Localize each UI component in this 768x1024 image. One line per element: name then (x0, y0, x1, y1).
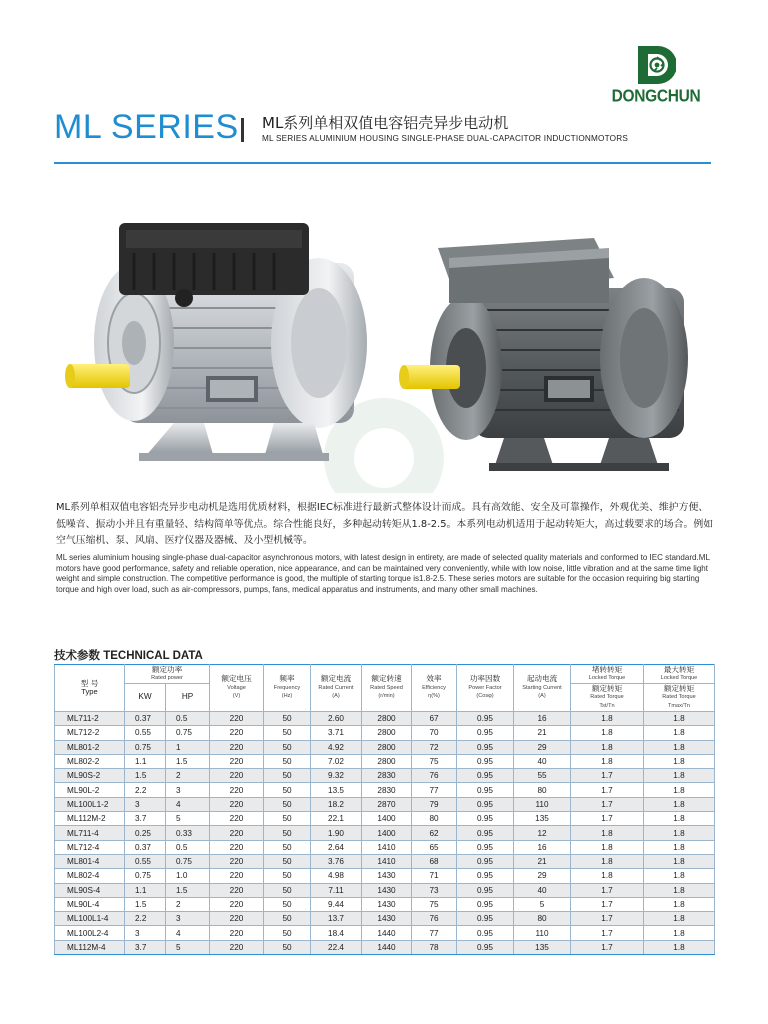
cell-model: ML711-4 (55, 826, 125, 840)
title-english: ML SERIES ALUMINIUM HOUSING SINGLE-PHASE DUAL-CAPACITOR INDUCTIONMOTORS (262, 134, 629, 143)
cell-current: 3.76 (311, 854, 362, 868)
cell-efficiency: 77 (412, 926, 457, 940)
cell-frequency: 50 (264, 797, 311, 811)
header-rated-current: 额定电流 Rated Current (A) (311, 665, 362, 712)
cell-max-torque: 1.8 (644, 769, 715, 783)
cell-hp: 5 (166, 940, 210, 954)
cell-starting-current: 29 (514, 740, 571, 754)
header-kw: KW (125, 684, 166, 712)
cell-current: 4.98 (311, 869, 362, 883)
cell-speed: 1410 (362, 840, 412, 854)
cell-kw: 3.7 (125, 812, 166, 826)
cell-speed: 1440 (362, 926, 412, 940)
title-chinese: ML系列单相双值电容铝壳异步电动机 (262, 114, 509, 132)
cell-voltage: 220 (210, 726, 264, 740)
cell-max-torque: 1.8 (644, 740, 715, 754)
cell-current: 7.11 (311, 883, 362, 897)
cell-hp: 0.75 (166, 854, 210, 868)
cell-power-factor: 0.95 (457, 712, 514, 726)
cell-speed: 2800 (362, 740, 412, 754)
cell-kw: 3 (125, 926, 166, 940)
cell-locked-torque: 1.8 (571, 869, 644, 883)
cell-frequency: 50 (264, 754, 311, 768)
cell-model: ML100L1-2 (55, 797, 125, 811)
cell-voltage: 220 (210, 869, 264, 883)
cell-kw: 2.2 (125, 912, 166, 926)
cell-model: ML802-4 (55, 869, 125, 883)
cell-efficiency: 72 (412, 740, 457, 754)
cell-starting-current: 16 (514, 712, 571, 726)
cell-voltage: 220 (210, 926, 264, 940)
table-row (55, 854, 715, 868)
cell-kw: 1.1 (125, 883, 166, 897)
cell-efficiency: 76 (412, 912, 457, 926)
cell-voltage: 220 (210, 840, 264, 854)
cell-max-torque: 1.8 (644, 940, 715, 954)
cell-power-factor: 0.95 (457, 783, 514, 797)
cell-max-torque: 1.8 (644, 883, 715, 897)
cell-locked-torque: 1.7 (571, 797, 644, 811)
series-title: ML SERIES (54, 108, 239, 146)
cell-starting-current: 12 (514, 826, 571, 840)
cell-kw: 0.75 (125, 740, 166, 754)
cell-locked-torque: 1.7 (571, 940, 644, 954)
cell-starting-current: 80 (514, 912, 571, 926)
table-row (55, 883, 715, 897)
cell-locked-torque: 1.8 (571, 840, 644, 854)
cell-kw: 0.37 (125, 712, 166, 726)
cell-kw: 3 (125, 797, 166, 811)
cell-frequency: 50 (264, 912, 311, 926)
cell-efficiency: 76 (412, 769, 457, 783)
cell-speed: 2800 (362, 712, 412, 726)
cell-max-torque: 1.8 (644, 797, 715, 811)
cell-model: ML100L2-4 (55, 926, 125, 940)
cell-model: ML112M-2 (55, 812, 125, 826)
header-power-factor: 功率因数 Power Factor (Cosφ) (457, 665, 514, 712)
cell-hp: 1 (166, 740, 210, 754)
grey-motor-image (399, 238, 688, 471)
cell-max-torque: 1.8 (644, 926, 715, 940)
cell-frequency: 50 (264, 940, 311, 954)
cell-hp: 2 (166, 769, 210, 783)
cell-current: 9.44 (311, 897, 362, 911)
motor-photos (54, 168, 711, 493)
header-efficiency: 效率 Efficiency η(%) (412, 665, 457, 712)
header-rated-torque-tst: 额定转矩 Rated Torque Tst/Tn (571, 684, 644, 712)
cell-starting-current: 21 (514, 726, 571, 740)
cell-speed: 1400 (362, 826, 412, 840)
cell-frequency: 50 (264, 726, 311, 740)
cell-frequency: 50 (264, 826, 311, 840)
table-row (55, 840, 715, 854)
cell-max-torque: 1.8 (644, 754, 715, 768)
cell-voltage: 220 (210, 754, 264, 768)
cell-voltage: 220 (210, 854, 264, 868)
cell-current: 22.4 (311, 940, 362, 954)
cell-frequency: 50 (264, 783, 311, 797)
header-rated-power: 额定功率 Rated power (125, 665, 210, 684)
cell-efficiency: 73 (412, 883, 457, 897)
description-chinese: ML系列单相双值电容铝壳异步电动机是选用优质材料，根据IEC标准进行最新式整体设计而成。具有高效能、安全及可靠操作，外观优美、维护方便、低噪音、振动小并且有重量轻、结构简单等优点。综合性能良好，多种起动转矩从1.8-2.5。本系列电动机适用于起动转矩大，高过载要求的场合。例如空气压缩机、泵、风扇、医疗仪器及器械、及小型机械等。 (56, 502, 714, 546)
cell-speed: 1430 (362, 883, 412, 897)
cell-power-factor: 0.95 (457, 726, 514, 740)
cell-efficiency: 62 (412, 826, 457, 840)
cell-locked-torque: 1.7 (571, 812, 644, 826)
cell-efficiency: 70 (412, 726, 457, 740)
cell-power-factor: 0.95 (457, 769, 514, 783)
cell-starting-current: 40 (514, 754, 571, 768)
table-row (55, 926, 715, 940)
cell-voltage: 220 (210, 812, 264, 826)
cell-model: ML90L-4 (55, 897, 125, 911)
cell-current: 18.2 (311, 797, 362, 811)
table-row (55, 869, 715, 883)
cell-hp: 3 (166, 783, 210, 797)
table-row (55, 740, 715, 754)
cell-hp: 3 (166, 912, 210, 926)
cell-model: ML801-4 (55, 854, 125, 868)
header-max-torque: 最大转矩 Locked Torque (644, 665, 715, 684)
cell-current: 13.7 (311, 912, 362, 926)
cell-power-factor: 0.95 (457, 854, 514, 868)
cell-locked-torque: 1.7 (571, 883, 644, 897)
table-row (55, 754, 715, 768)
header-locked-torque: 堵转转矩 Locked Torque (571, 665, 644, 684)
cell-max-torque: 1.8 (644, 783, 715, 797)
cell-starting-current: 40 (514, 883, 571, 897)
cell-current: 9.32 (311, 769, 362, 783)
cell-efficiency: 75 (412, 754, 457, 768)
cell-voltage: 220 (210, 740, 264, 754)
cell-hp: 4 (166, 926, 210, 940)
cell-speed: 2870 (362, 797, 412, 811)
cell-locked-torque: 1.8 (571, 712, 644, 726)
cell-kw: 1.1 (125, 754, 166, 768)
cell-max-torque: 1.8 (644, 854, 715, 868)
cell-speed: 1430 (362, 869, 412, 883)
table-row (55, 897, 715, 911)
cell-max-torque: 1.8 (644, 826, 715, 840)
cell-starting-current: 80 (514, 783, 571, 797)
cell-model: ML90S-4 (55, 883, 125, 897)
cell-power-factor: 0.95 (457, 912, 514, 926)
cell-power-factor: 0.95 (457, 869, 514, 883)
cell-model: ML712-2 (55, 726, 125, 740)
cell-speed: 1410 (362, 854, 412, 868)
cell-frequency: 50 (264, 812, 311, 826)
cell-model: ML802-2 (55, 754, 125, 768)
header-type: 型 号 Type (55, 665, 125, 712)
cell-power-factor: 0.95 (457, 797, 514, 811)
cell-kw: 0.25 (125, 826, 166, 840)
cell-current: 3.71 (311, 726, 362, 740)
cell-efficiency: 75 (412, 897, 457, 911)
cell-voltage: 220 (210, 797, 264, 811)
header-rule (54, 162, 711, 164)
header-frequency: 频率 Frequency (Hz) (264, 665, 311, 712)
cell-speed: 2800 (362, 754, 412, 768)
cell-hp: 0.75 (166, 726, 210, 740)
cell-power-factor: 0.95 (457, 826, 514, 840)
cell-power-factor: 0.95 (457, 754, 514, 768)
cell-current: 13.5 (311, 783, 362, 797)
cell-power-factor: 0.95 (457, 940, 514, 954)
cell-locked-torque: 1.8 (571, 740, 644, 754)
cell-starting-current: 16 (514, 840, 571, 854)
cell-starting-current: 29 (514, 869, 571, 883)
cell-speed: 1430 (362, 912, 412, 926)
cell-kw: 0.55 (125, 854, 166, 868)
table-row (55, 783, 715, 797)
cell-efficiency: 78 (412, 940, 457, 954)
cell-speed: 2800 (362, 726, 412, 740)
table-row (55, 797, 715, 811)
cell-hp: 0.5 (166, 712, 210, 726)
cell-efficiency: 77 (412, 783, 457, 797)
cell-power-factor: 0.95 (457, 897, 514, 911)
cell-kw: 0.75 (125, 869, 166, 883)
cell-hp: 1.5 (166, 754, 210, 768)
cell-speed: 1440 (362, 940, 412, 954)
cell-voltage: 220 (210, 883, 264, 897)
cell-max-torque: 1.8 (644, 912, 715, 926)
cell-locked-torque: 1.7 (571, 897, 644, 911)
cell-starting-current: 5 (514, 897, 571, 911)
cell-frequency: 50 (264, 926, 311, 940)
cell-locked-torque: 1.8 (571, 826, 644, 840)
cell-kw: 3.7 (125, 940, 166, 954)
technical-data-body (55, 712, 715, 955)
cell-starting-current: 110 (514, 797, 571, 811)
cell-hp: 1.5 (166, 883, 210, 897)
header-rated-torque-tmax: 额定转矩 Rated Torque Tmax/Tn (644, 684, 715, 712)
header-hp: HP (166, 684, 210, 712)
technical-data-title: 技术参数 TECHNICAL DATA (54, 650, 203, 662)
cell-current: 7.02 (311, 754, 362, 768)
cell-frequency: 50 (264, 869, 311, 883)
cell-current: 1.90 (311, 826, 362, 840)
cell-power-factor: 0.95 (457, 740, 514, 754)
cell-current: 4.92 (311, 740, 362, 754)
aluminium-motor-image (65, 223, 367, 461)
cell-frequency: 50 (264, 712, 311, 726)
cell-model: ML112M-4 (55, 940, 125, 954)
table-row (55, 912, 715, 926)
cell-max-torque: 1.8 (644, 712, 715, 726)
cell-locked-torque: 1.8 (571, 754, 644, 768)
cell-frequency: 50 (264, 769, 311, 783)
cell-hp: 2 (166, 897, 210, 911)
cell-starting-current: 55 (514, 769, 571, 783)
cell-max-torque: 1.8 (644, 897, 715, 911)
cell-power-factor: 0.95 (457, 840, 514, 854)
header-voltage: 额定电压 Voltage (V) (210, 665, 264, 712)
cell-model: ML90L-2 (55, 783, 125, 797)
brand-logo (604, 44, 708, 110)
table-row (55, 812, 715, 826)
cell-locked-torque: 1.8 (571, 726, 644, 740)
cell-model: ML711-2 (55, 712, 125, 726)
cell-kw: 2.2 (125, 783, 166, 797)
cell-voltage: 220 (210, 783, 264, 797)
cell-max-torque: 1.8 (644, 869, 715, 883)
cell-voltage: 220 (210, 897, 264, 911)
cell-power-factor: 0.95 (457, 883, 514, 897)
cell-starting-current: 135 (514, 940, 571, 954)
header-rated-speed: 额定转速 Rated Speed (r/min) (362, 665, 412, 712)
cell-frequency: 50 (264, 854, 311, 868)
cell-frequency: 50 (264, 897, 311, 911)
cell-voltage: 220 (210, 826, 264, 840)
cell-locked-torque: 1.7 (571, 912, 644, 926)
cell-locked-torque: 1.7 (571, 769, 644, 783)
cell-efficiency: 68 (412, 854, 457, 868)
cell-starting-current: 110 (514, 926, 571, 940)
cell-hp: 0.5 (166, 840, 210, 854)
cell-hp: 4 (166, 797, 210, 811)
cell-efficiency: 71 (412, 869, 457, 883)
title-divider (241, 118, 244, 142)
cell-voltage: 220 (210, 912, 264, 926)
cell-current: 22.1 (311, 812, 362, 826)
cell-current: 18.4 (311, 926, 362, 940)
cell-voltage: 220 (210, 940, 264, 954)
cell-voltage: 220 (210, 769, 264, 783)
table-row (55, 826, 715, 840)
cell-speed: 1430 (362, 897, 412, 911)
cell-kw: 1.5 (125, 897, 166, 911)
cell-efficiency: 79 (412, 797, 457, 811)
cell-efficiency: 80 (412, 812, 457, 826)
cell-frequency: 50 (264, 840, 311, 854)
dongchun-logo-icon (636, 44, 676, 86)
cell-starting-current: 135 (514, 812, 571, 826)
cell-kw: 1.5 (125, 769, 166, 783)
cell-efficiency: 65 (412, 840, 457, 854)
cell-model: ML100L1-4 (55, 912, 125, 926)
cell-max-torque: 1.8 (644, 726, 715, 740)
header-starting-current: 起动电流 Starting Current (A) (514, 665, 571, 712)
cell-kw: 0.55 (125, 726, 166, 740)
cell-hp: 5 (166, 812, 210, 826)
cell-current: 2.64 (311, 840, 362, 854)
cell-locked-torque: 1.8 (571, 854, 644, 868)
table-row (55, 769, 715, 783)
table-row (55, 940, 715, 954)
cell-starting-current: 21 (514, 854, 571, 868)
cell-frequency: 50 (264, 740, 311, 754)
cell-kw: 0.37 (125, 840, 166, 854)
cell-power-factor: 0.95 (457, 812, 514, 826)
cell-locked-torque: 1.7 (571, 783, 644, 797)
cell-model: ML90S-2 (55, 769, 125, 783)
cell-voltage: 220 (210, 712, 264, 726)
cell-efficiency: 67 (412, 712, 457, 726)
technical-data-table (54, 664, 715, 955)
cell-power-factor: 0.95 (457, 926, 514, 940)
table-row (55, 712, 715, 726)
cell-max-torque: 1.8 (644, 812, 715, 826)
cell-speed: 2830 (362, 783, 412, 797)
cell-hp: 1.0 (166, 869, 210, 883)
cell-speed: 2830 (362, 769, 412, 783)
brand-name: DONGCHUN (611, 86, 701, 107)
cell-hp: 0.33 (166, 826, 210, 840)
cell-model: ML712-4 (55, 840, 125, 854)
cell-max-torque: 1.8 (644, 840, 715, 854)
cell-current: 2.60 (311, 712, 362, 726)
description-english: ML series aluminium housing single-phase dual-capacitor asynchronous motors, with latest design in entirety, are made of selected quality materials and conformed to IEC standard.ML motors have good performance, safety and reliable operation, nice appearance, and can be maintained very conveniently, while with low noise, little vibration and at the same time light weight and simple construction. The competitive performance is good, the multiple of starting torque is1.8-2.5. These series motors are suitable for the occasion requiring big starting torque and high over load, such as air-compressors, pumps, fans, medical apparatus and instruments, and many other small machines. (56, 553, 710, 594)
cell-speed: 1400 (362, 812, 412, 826)
table-row (55, 726, 715, 740)
cell-locked-torque: 1.7 (571, 926, 644, 940)
cell-model: ML801-2 (55, 740, 125, 754)
cell-frequency: 50 (264, 883, 311, 897)
